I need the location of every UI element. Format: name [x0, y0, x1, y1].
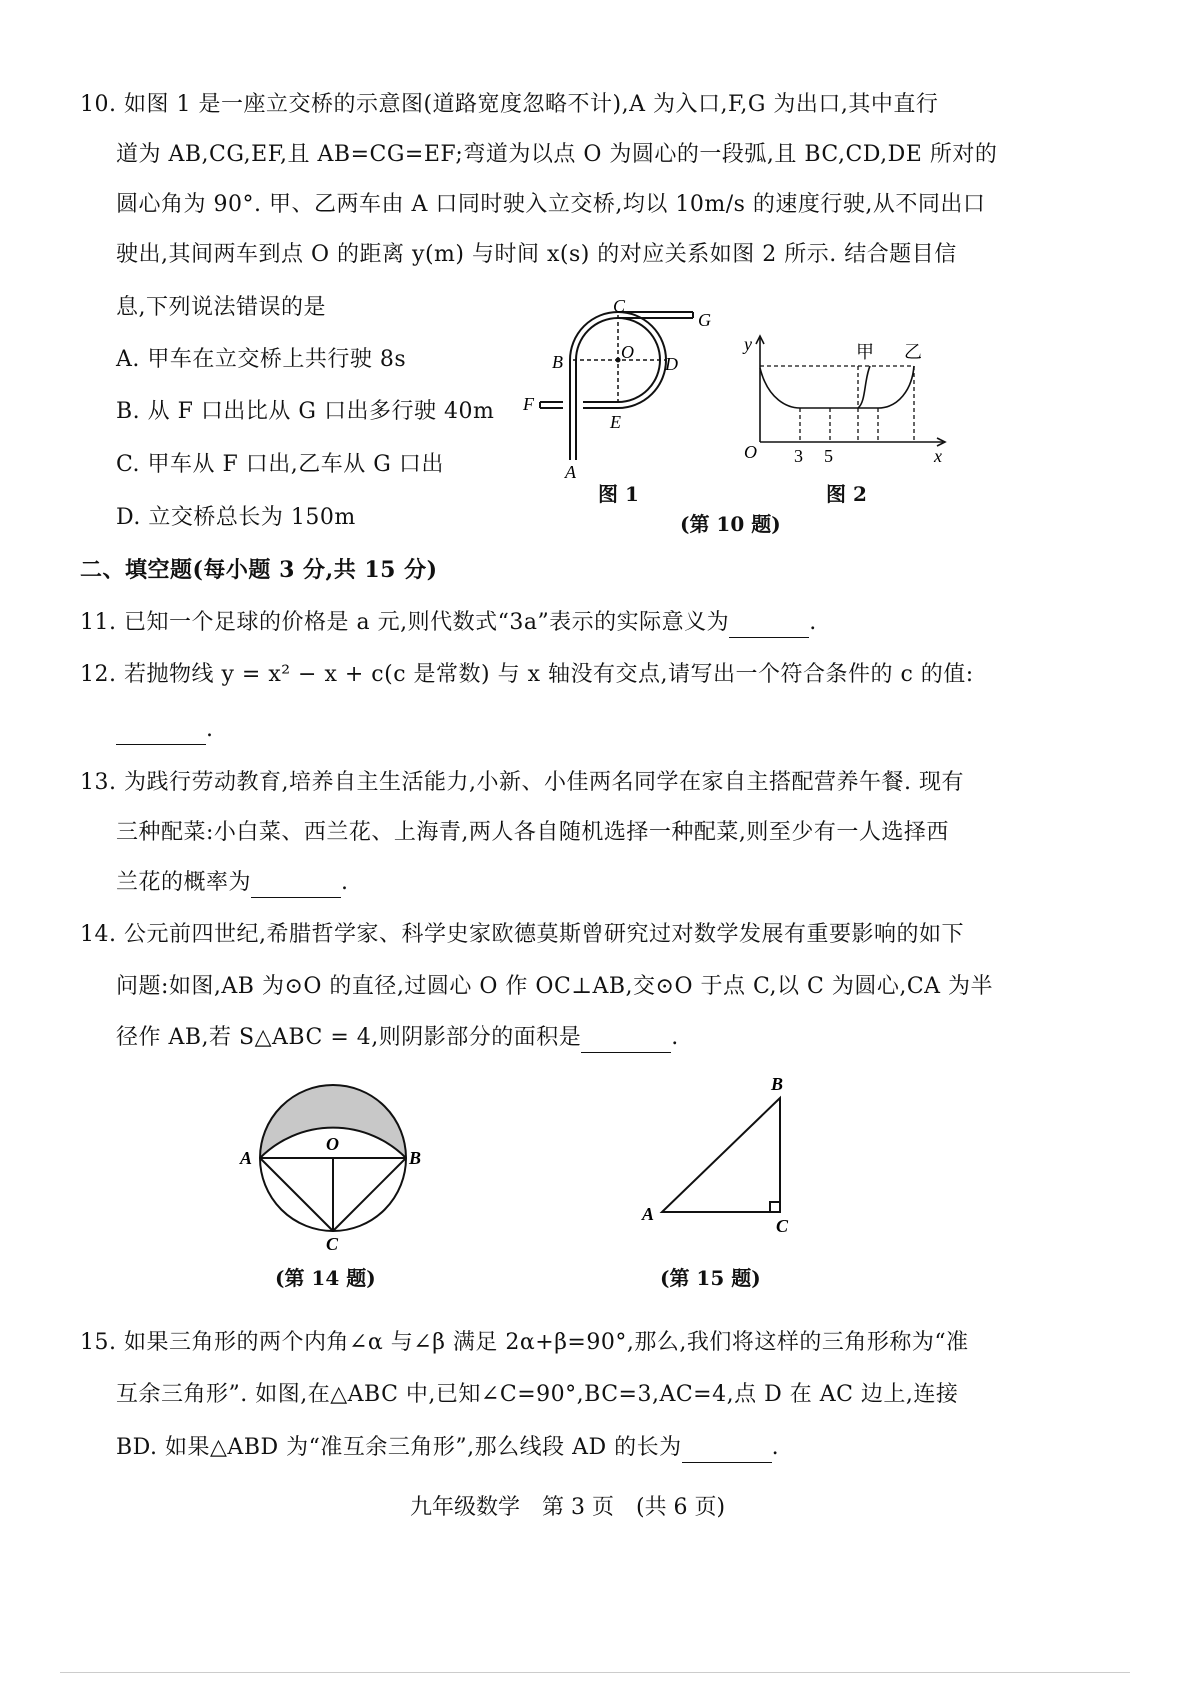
fig14-caption: (第 14 题) — [275, 1266, 376, 1290]
q12-answer — [116, 715, 214, 745]
fig1-label-d: D — [665, 354, 678, 374]
q15-line-3 — [116, 1433, 779, 1463]
q10-option-d: D. 立交桥总长为 150m — [116, 505, 356, 530]
q12-end: . — [206, 717, 214, 742]
fig15-label-c: C — [776, 1216, 789, 1236]
q13-line-1: 13. 为践行劳动教育,培养自主生活能力,小新、小佳两名同学在家自主搭配营养午餐. 现有 — [80, 770, 964, 795]
fig2-caption: 图 2 — [826, 482, 867, 506]
fig1-label-b: B — [552, 352, 563, 372]
fig15-label-b: B — [771, 1074, 784, 1094]
page-footer: 九年级数学 第 3 页 (共 6 页) — [410, 1495, 726, 1520]
fig2-label-jia: 甲 — [856, 342, 874, 362]
fig2-origin: O — [744, 442, 757, 462]
q10-line-5: 息,下列说法错误的是 — [116, 295, 326, 320]
fig1-label-o: O — [621, 342, 634, 362]
fig1-label-g: G — [698, 310, 711, 330]
q10-line-1: 10. 如图 1 是一座立交桥的示意图(道路宽度忽略不计),A 为入口,F,G 为出口,其中直行 — [80, 92, 939, 117]
fig14-label-a: A — [240, 1148, 253, 1168]
fig1-label-f: F — [523, 394, 534, 414]
q10-line-2: 道为 AB,CG,EF,且 AB=CG=EF;弯道为以点 O 为圆心的一段弧,且 BC,CD,DE 所对的 — [116, 142, 998, 167]
figure-15-triangle — [640, 1070, 830, 1245]
q14-line-3 — [116, 1023, 679, 1053]
q10-line-3: 圆心角为 90°. 甲、乙两车由 A 口同时驶入立交桥,均以 10m/s 的速度行驶,从不同出口 — [116, 192, 986, 217]
fig1-label-e: E — [610, 412, 621, 432]
q13-end: . — [341, 870, 349, 895]
fig14-label-c: C — [326, 1234, 339, 1254]
q12-text: 12. 若抛物线 y = x² − x + c(c 是常数) 与 x 轴没有交点,请写出一个符合条件的 c 的值: — [80, 662, 974, 687]
fig1-label-a: A — [565, 462, 576, 482]
q10-option-a: A. 甲车在立交桥上共行驶 8s — [116, 347, 407, 372]
q13-text: 兰花的概率为 — [116, 870, 252, 895]
q15-answer-blank[interactable] — [682, 1462, 772, 1463]
q10-caption: (第 10 题) — [680, 512, 781, 536]
q11 — [80, 608, 817, 638]
fig2-label-yi: 乙 — [904, 342, 922, 362]
bottom-rule — [60, 1672, 1130, 1673]
fig15-caption: (第 15 题) — [660, 1266, 761, 1290]
q14-line-1: 14. 公元前四世纪,希腊哲学家、科学史家欧德莫斯曾研究过对数学发展有重要影响的如下 — [80, 922, 964, 947]
fig2-axis-x: x — [934, 446, 942, 466]
q14-answer-blank[interactable] — [581, 1052, 671, 1053]
fig2-tick-3: 3 — [794, 446, 803, 466]
q13-line-2: 三种配菜:小白菜、西兰花、上海青,两人各自随机选择一种配菜,则至少有一人选择西 — [116, 820, 949, 845]
q15-line-2: 互余三角形”. 如图,在△ABC 中,已知∠C=90°,BC=3,AC=4,点 D 在 AC 边上,连接 — [116, 1382, 959, 1407]
section-2-heading: 二、填空题(每小题 3 分,共 15 分) — [80, 557, 438, 583]
q13-answer-blank[interactable] — [251, 897, 341, 898]
fig1-caption: 图 1 — [598, 482, 639, 506]
q10-option-c: C. 甲车从 F 口出,乙车从 G 口出 — [116, 452, 444, 477]
q15-line-1: 15. 如果三角形的两个内角∠α 与∠β 满足 2α+β=90°,那么,我们将这样的三角形称为“准 — [80, 1330, 969, 1355]
q13-line-3 — [116, 868, 349, 898]
q10-option-b: B. 从 F 口出比从 G 口出多行驶 40m — [116, 399, 495, 424]
figure-2-graph — [738, 330, 953, 470]
fig14-label-o: O — [326, 1134, 339, 1154]
q11-text: 11. 已知一个足球的价格是 a 元,则代数式“3a”表示的实际意义为 — [80, 610, 730, 635]
fig2-axis-y: y — [744, 334, 752, 354]
q14-end: . — [671, 1025, 679, 1050]
q15-end: . — [771, 1435, 780, 1460]
q10-line-4: 驶出,其间两车到点 O 的距离 y(m) 与时间 x(s) 的对应关系如图 2 所示. 结合题目信 — [116, 242, 957, 267]
figure-14-circle — [240, 1080, 430, 1255]
q15-text: BD. 如果△ABD 为“准互余三角形”,那么线段 AD 的长为 — [116, 1435, 682, 1460]
q14-line-2: 问题:如图,AB 为⊙O 的直径,过圆心 O 作 OC⊥AB,交⊙O 于点 C,以 C 为圆心,CA 为半 — [116, 974, 994, 999]
fig1-label-c: C — [613, 296, 626, 316]
fig15-label-a: A — [642, 1204, 655, 1224]
q12-answer-blank[interactable] — [116, 744, 206, 745]
fig2-tick-5: 5 — [824, 446, 833, 466]
q11-end: . — [809, 610, 817, 635]
q14-text: 径作 AB,若 S△ABC = 4,则阴影部分的面积是 — [116, 1025, 582, 1050]
q11-answer-blank[interactable] — [729, 637, 809, 638]
fig14-label-b: B — [409, 1148, 422, 1168]
figure-1-interchange — [515, 290, 725, 480]
